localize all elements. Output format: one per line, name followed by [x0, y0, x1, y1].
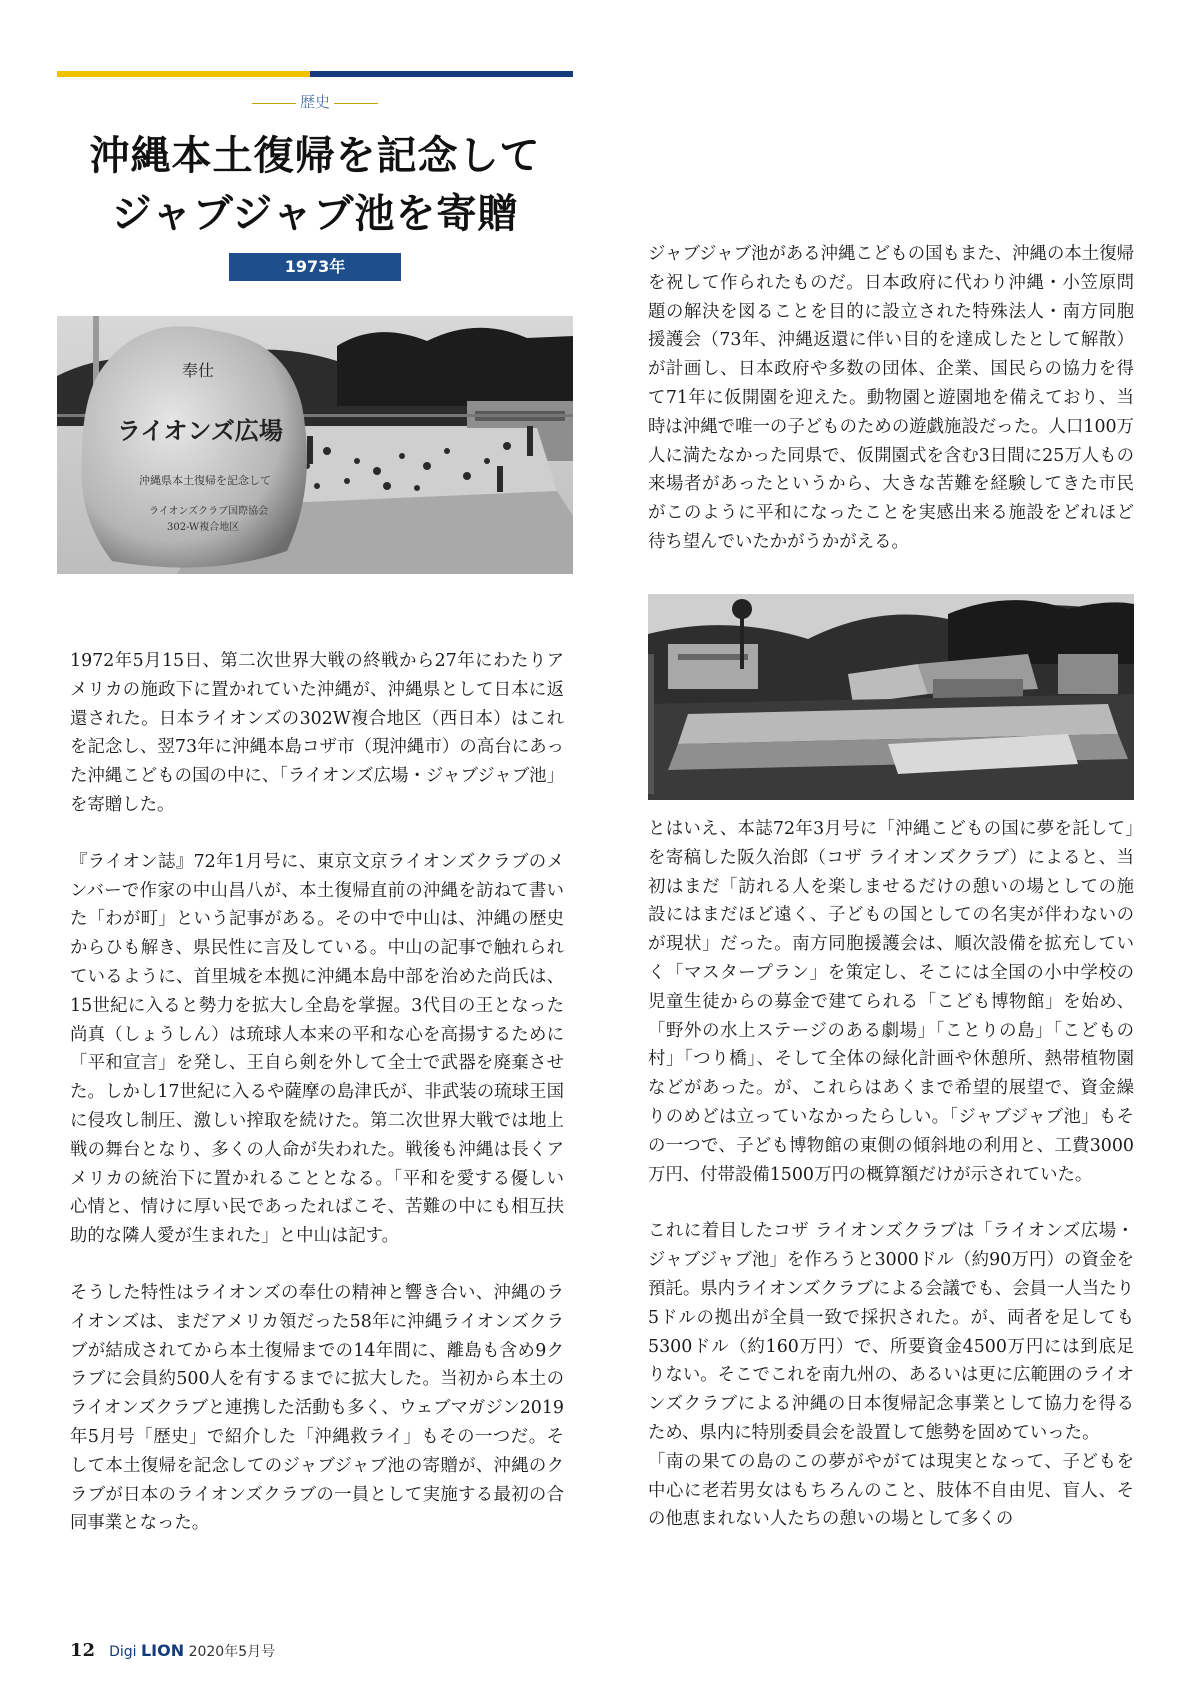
left-paragraph-2: 『ライオン誌』72年1月号に、東京文京ライオンズクラブのメンバーで作家の中山昌八が、本土復帰直前の沖縄を訪ねて書いた「わが町」という記事がある。その中で中山は、沖縄の歴史からひも解き、県民性に言及している。中山の記事で触れられているように、首里城を本拠に沖縄本島中部を治めた尚氏は、15世紀に入ると勢力を拡大し全島を掌握。3代目の王となった尚真（しょうしん）は琉球人本来の平和な心を高揚するために「平和宣言」を発し、王自ら剣を外して全士で武器を廃棄させた。しかし17世紀に入るや薩摩の島津氏が、非武装の琉球王国に侵攻し制圧、激しい搾取を続けた。第二次世界大戦では地上戦の舞台となり、多くの人命が失われた。戦後も沖縄は長くアメリカの統治下に置かれることとなる。「平和を愛する優しい心情と、情けに厚い民であったればこそ、苦難の中にも相互扶助的な隣人愛が生まれた」と中山は記す。: [70, 851, 564, 1247]
stone-inscription-5: 302-W複合地区: [167, 522, 240, 533]
category-label: [57, 91, 573, 112]
stone-inscription-3: 沖縄県本土復帰を記念して: [139, 474, 271, 487]
right-paragraph-1: ジャブジャブ池がある沖縄こどもの国もまた、沖縄の本土復帰を祝して作られたものだ。日本政府に代わり沖縄・小笠原問題の解決を図ることを目的に設立された特殊法人・南方同胞援護会（73年、沖縄返還に伴い目的を達成したとして解散）が計画し、日本政府や多数の団体、企業、国民らの協力を得て71年に仮開園を迎えた。動物園と遊園地を備えており、当時は沖縄で唯一の子どものための遊戯施設だった。人口100万人に満たなかった同県で、仮開園式を含む3日間に25万人もの来場者があったというから、大きな苦難を経験してきた市民がこのように平和になったことを実感出来る施設をどれほど待ち望んでいたかがうかがえる。: [648, 244, 1134, 552]
photo-okinawa-kodomo-no-kuni: [648, 594, 1134, 800]
stone-inscription-1: 奉仕: [182, 361, 215, 380]
page-title: [57, 127, 573, 243]
photo-okinawa-kodomo-no-kuni-image: [648, 594, 1134, 800]
photo-lions-plaza-pool: [57, 316, 573, 574]
category-text: 歴史: [299, 93, 330, 111]
right-paragraph-4: 「南の果ての島のこの夢がやがては現実となって、子どもを中心に老若男女はもちろんのこと、肢体不自由児、盲人、その他恵まれない人たちの憩いの場として多くの: [648, 1451, 1134, 1530]
year-badge: 1973年: [229, 253, 401, 281]
category-rule-left: [252, 103, 296, 104]
title-line-2: ジャブジャブ池を寄贈: [111, 191, 519, 237]
right-paragraph-2: とはいえ、本誌72年3月号に「沖縄こどもの国に夢を託して」を寄稿した阪久治郎（コザ ライオンズクラブ）によると、当初はまだ「訪れる人を楽しませるだけの憩いの場としての施設にはまだほど遠く、子どもの国としての名実が伴わないのが現状」だった。南方同胞援護会は、順次設備を拡充していく「マスタープラン」を策定し、そこには全国の小中学校の児童生徒からの募金で建てられる「こども博物館」を始め、「野外の水上ステージのある劇場」「ことりの島」「こどもの村」「つり橋」、そして全体の緑化計画や休憩所、熱帯植物園などがあった。が、これらはあくまで希望的展望で、資金繰りのめどは立っていなかったらしい。「ジャブジャブ池」もその一つで、子ども博物館の東側の傾斜地の利用と、工費3000万円、付帯設備1500万円の概算額だけが示されていた。: [648, 819, 1134, 1185]
accent-bar-yellow: [57, 71, 310, 77]
stone-inscription-4: ライオンズクラブ国際協会: [149, 506, 269, 517]
stone-inscription-2: ライオンズ広場: [117, 416, 283, 445]
right-paragraph-3: これに着目したコザ ライオンズクラブは「ライオンズ広場・ジャブジャブ池」を作ろうと3000ドル（約90万円）の資金を預託。県内ライオンズクラブによる会議でも、会員一人当たり5ドルの拠出が全員一致で採択された。が、両者を足しても5300ドル（約160万円）で、所要資金4500万円には到底足りない。そこでこれを南九州の、あるいは更に広範囲のライオンズクラブによる沖縄の日本復帰記念事業として協力を得るため、県内に特別委員会を設置して態勢を固めていった。: [648, 1221, 1134, 1443]
magazine-digi: Digi: [109, 1644, 137, 1660]
right-column-bottom-body: [648, 815, 1134, 1534]
magazine-name: [109, 1641, 275, 1661]
title-line-1: 沖縄本土復帰を記念して: [89, 133, 541, 179]
top-accent-bar: [57, 71, 573, 77]
left-column-body: [70, 647, 564, 1538]
accent-bar-blue: [310, 71, 573, 77]
right-column-top-body: [648, 240, 1134, 557]
left-paragraph-3: そうした特性はライオンズの奉仕の精神と響き合い、沖縄のライオンズは、まだアメリカ領だった58年に沖縄ライオンズクラブが結成されてから本土復帰までの14年間に、離島も含め9クラブに会員約500人を有するまでに拡大した。当初から本土のライオンズクラブと連携した活動も多く、ウェブマガジン2019年5月号「歴史」で紹介した「沖縄救ライ」もその一つだ。そして本土復帰を記念してのジャブジャブ池の寄贈が、沖縄のクラブが日本のライオンズクラブの一員として実施する最初の合同事業となった。: [70, 1282, 564, 1534]
page-footer: [70, 1640, 275, 1661]
category-rule-right: [334, 103, 378, 104]
photo-lions-plaza-pool-image: [57, 316, 573, 574]
magazine-issue: 2020年5月号: [188, 1644, 276, 1660]
page-number: 12: [70, 1640, 96, 1661]
magazine-brand: LION: [140, 1641, 185, 1660]
left-paragraph-1: 1972年5月15日、第二次世界大戦の終戦から27年にわたりアメリカの施政下に置かれていた沖縄が、沖縄県として日本に返還された。日本ライオンズの302W複合地区（西日本）はこれを記念し、翌73年に沖縄本島コザ市（現沖縄市）の高台にあった沖縄こどもの国の中に、「ライオンズ広場・ジャブジャブ池」を寄贈した。: [70, 651, 564, 815]
